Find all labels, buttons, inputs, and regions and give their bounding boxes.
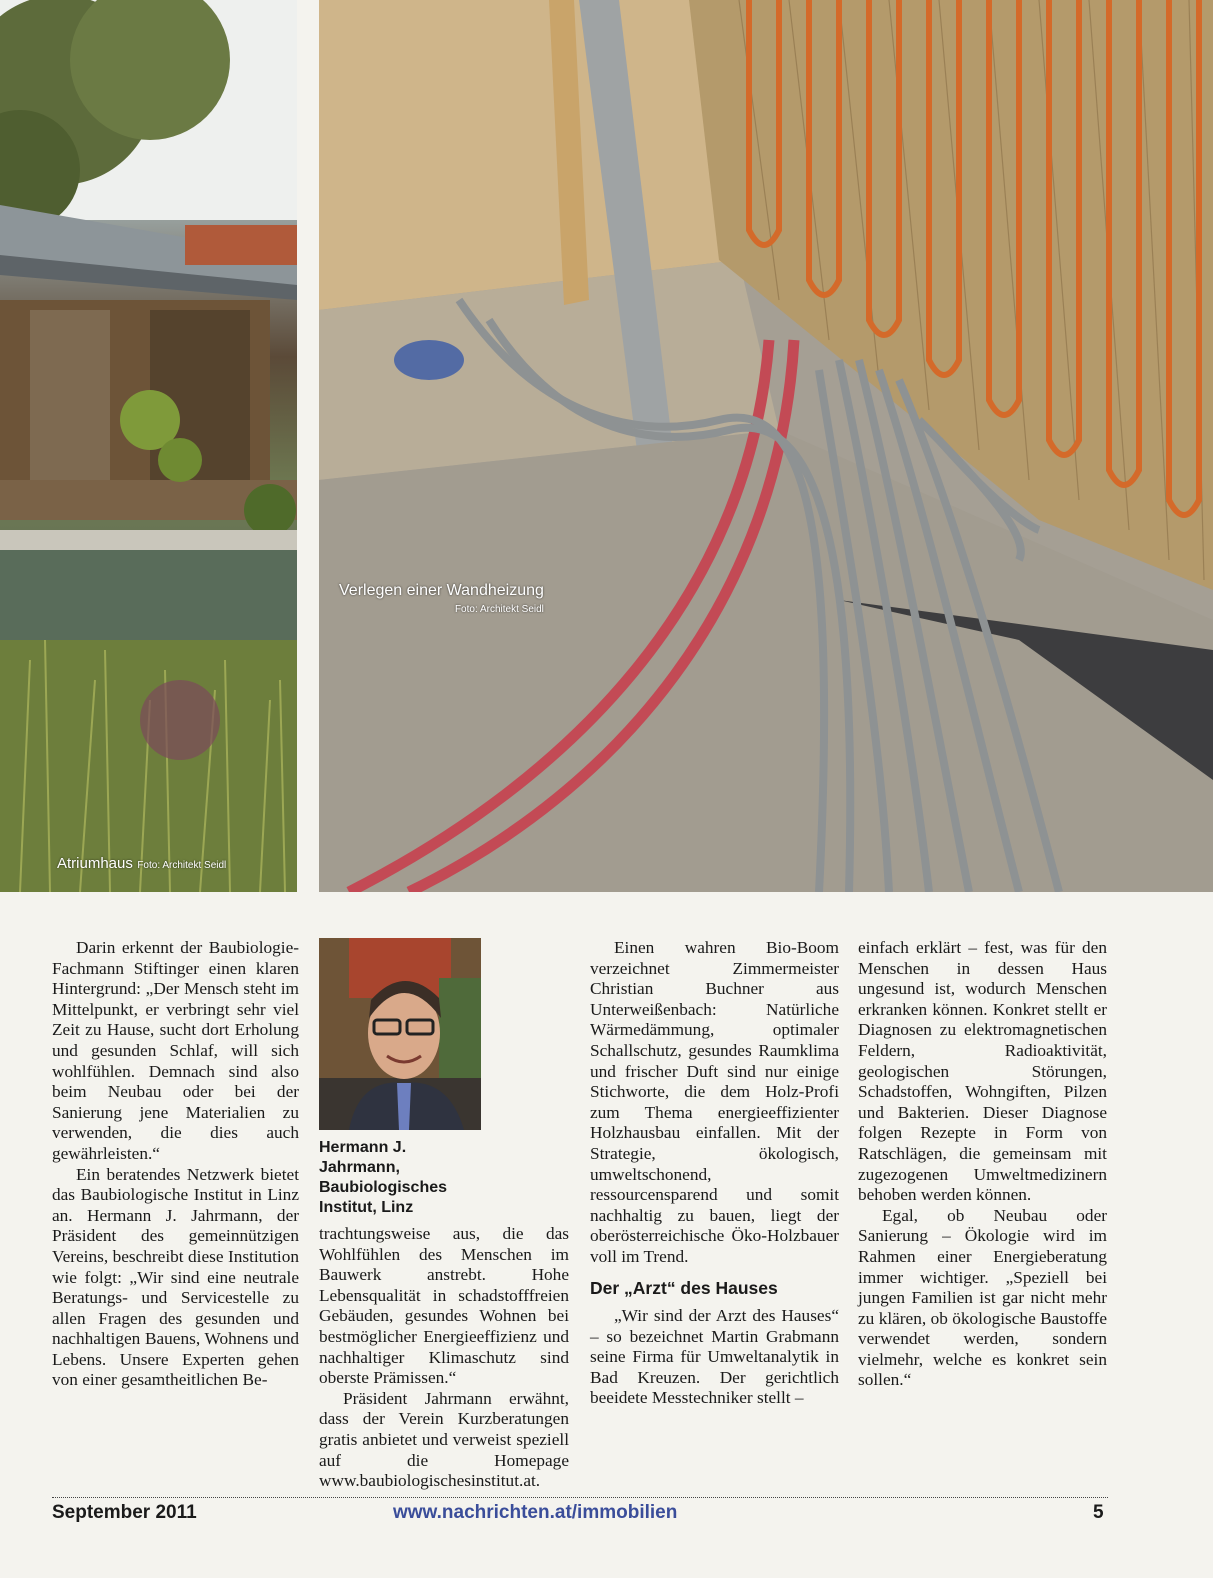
atriumhaus-illustration (0, 0, 297, 892)
page-number: 5 (1093, 1502, 1104, 1523)
caption-credit: Foto: Architekt Seidl (137, 860, 227, 871)
paragraph: trachtungsweise aus, die das Wohlfühlen des Menschen im Bauwerk anstrebt. Hohe Lebensqualität in schadstofffreien Gebäuden, gesundes Wohnen bei bestmöglicher Energieeffizienz und nachhaltiger Klimaschutz sind oberste Prämissen.“ (319, 1224, 569, 1388)
paragraph: einfach erklärt – fest, was für den Menschen in dessen Haus ungesund ist, wodurch Menschen erkranken können. Konkret stellt er Diagnosen zu elektromagnetischen Feldern, Radioaktivität, geologischen Störungen, Schadstoffen, Wohngiften, Pilzen und Bakterien. Dieser Diagnose folgen Rezepte in Form von Ratschlägen, die gemeinsam mit zugezogenen Umweltmedizinern behoben werden können. (858, 938, 1107, 1205)
article-column-2 (319, 938, 569, 1492)
footer-divider (52, 1497, 1108, 1498)
caption-credit: Foto: Architekt Seidl (454, 604, 544, 615)
paragraph: Präsident Jahrmann erwähnt, dass der Verein Kurzberatungen gratis anbietet und verweist speziell auf die Homepage www.baubiologischesinstitut.at. (319, 1388, 569, 1491)
article-column-1 (52, 938, 299, 1391)
portrait-illustration (319, 938, 481, 1130)
article-column-4 (858, 938, 1107, 1391)
atriumhaus-photo (0, 0, 297, 892)
paragraph: Ein beratendes Netzwerk bietet das Baubiologische Institut in Linz an. Hermann J. Jahrmann, der Präsident des gemeinnützigen Vereins, beschreibt diese Institution wie folgt: „Wir sind eine neutrale Beratungs- und Servicestelle zu allen Fragen des gesunden und nachhaltigen Bauens, Wohnens und Lebens. Unsere Experten gehen von einer gesamtheitlichen Be- (52, 1164, 299, 1390)
subheading: Der „Arzt“ des Hauses (590, 1277, 778, 1298)
paragraph: Egal, ob Neubau oder Sanierung – Ökologie wird im Rahmen einer Energieberatung immer wichtiger. „Speziell bei jungen Familien ist gar nicht mehr zu klären, ob ökologische Baustoffe verwendet werden, sondern vielmehr, welche es konkret sein sollen.“ (858, 1205, 1107, 1390)
paragraph: Einen wahren Bio-Boom verzeichnet Zimmermeister Christian Buchner aus Unterweißenbach: Natürliche Wärmedämmung, optimaler Schallschutz, gesundes Raumklima und frischer Duft sind nur einige Stichworte, die dem Holz-Profi zum Thema energieeffizienter Holzhausbau einfallen. Mit der Strategie, ökologisch, umweltschonend, ressourcensparend und somit nachhaltig zu bauen, liegt der oberösterreichische Öko-Holzbauer voll im Trend. (590, 938, 839, 1266)
caption-title: Verlegen einer Wandheizung (339, 582, 544, 599)
photo-caption-wandheizung (339, 582, 544, 615)
paragraph: Darin erkennt der Baubiologie-Fachmann Stiftinger einen klaren Hintergrund: „Der Mensch steht im Mittelpunkt, er verbringt sehr viel Zeit zu Hause, sucht dort Erholung und gesunden Schlaf, will sich wohlfühlen. Demnach sind also beim Neubau oder bei der Sanierung jene Materialien zu verwenden, die dies auch gewährleisten.“ (52, 938, 299, 1163)
footer-url-link[interactable]: www.nachrichten.at/immobilien (393, 1502, 678, 1523)
wandheizung-photo (319, 0, 1213, 892)
footer-date: September 2011 (52, 1502, 197, 1523)
wandheizung-illustration (319, 0, 1213, 892)
portrait-caption: Hermann J. Jahrmann, Baubiologisches Institut, Linz (319, 1139, 448, 1216)
paragraph: „Wir sind der Arzt des Hauses“ – so bezeichnet Martin Grabmann seine Firma für Umweltanalytik in Bad Kreuzen. Der gerichtlich beeidete Messtechniker stellt – (590, 1306, 839, 1408)
article-column-3 (590, 938, 839, 1409)
photo-caption-atriumhaus (57, 855, 226, 873)
caption-title: Atriumhaus (57, 855, 133, 872)
portrait-photo (319, 938, 481, 1130)
